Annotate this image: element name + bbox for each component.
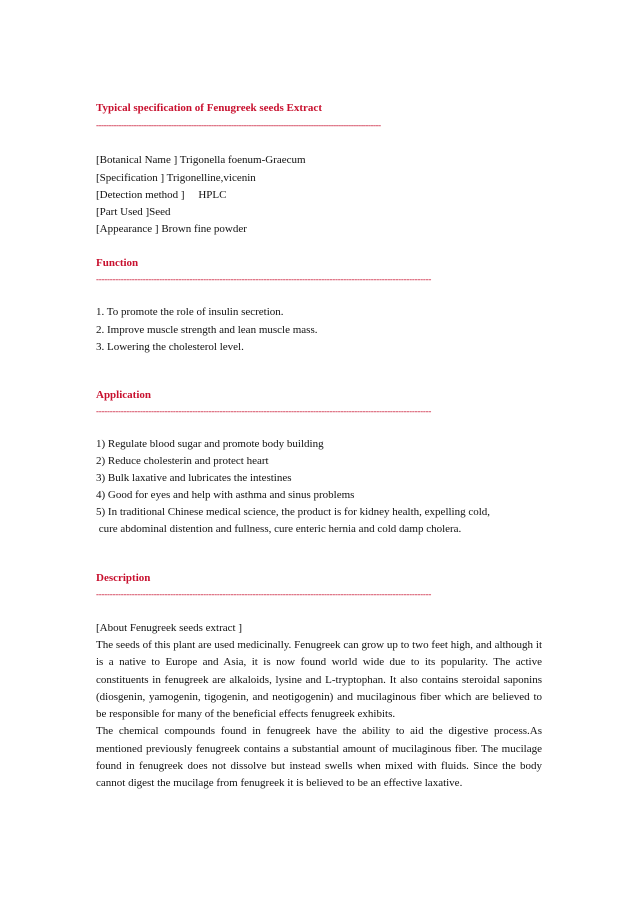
application-item: 3) Bulk laxative and lubricates the intestines: [96, 472, 292, 484]
application-divider: --------------------------------------------------------------------------------------------------------------------------: [96, 406, 432, 416]
spec-botanical-name: [Botanical Name ] Trigonella foenum-Graecum: [96, 154, 306, 166]
application-item: 2) Reduce cholesterin and protect heart: [96, 455, 269, 467]
description-paragraph-2: The chemical compounds found in fenugreek have the ability to aid the digestive process.As mentioned previously fenugreek contains a substantial amount of mucilaginous fiber. The mucilage found in fenugreek does not dissolve but instead swells when mixed with fluids. Since the body cannot digest the mucilage from fenugreek it is believed to be an effective laxative.: [96, 725, 542, 790]
document-title: Typical specification of Fenugreek seeds Extract: [96, 102, 322, 114]
function-item: 3. Lowering the cholesterol level.: [96, 341, 244, 353]
application-item: 1) Regulate blood sugar and promote body building: [96, 438, 324, 450]
description-paragraph-1: The seeds of this plant are used medicinally. Fenugreek can grow up to two feet high, and although it is a native to Europe and Asia, it is now found world wide due to its popularity. The active constituents in fenugreek are alkaloids, lysine and L-tryptophan. It also contains steroidal saponins (diosgenin, yamogenin, tigogenin, and neotigogenin) and mucilaginous fiber which are believed to be responsible for many of the beneficial effects fenugreek exhibits.: [96, 639, 542, 721]
description-divider: --------------------------------------------------------------------------------------------------------------------------: [96, 589, 432, 599]
spec-appearance: [Appearance ] Brown fine powder: [96, 223, 247, 235]
function-divider: --------------------------------------------------------------------------------------------------------------------------: [96, 274, 432, 284]
spec-part-used: [Part Used ]Seed: [96, 206, 171, 218]
function-heading: Function: [96, 257, 139, 269]
function-item: 1. To promote the role of insulin secretion.: [96, 306, 284, 318]
description-body: [96, 637, 542, 793]
title-divider: ------------------------------------------------------------------------------------------------------------------: [96, 120, 381, 130]
application-item-continuation: cure abdominal distention and fullness, cure enteric hernia and cold damp cholera.: [96, 523, 462, 535]
function-item: 2. Improve muscle strength and lean muscle mass.: [96, 324, 318, 336]
application-heading: Application: [96, 389, 152, 401]
description-heading: Description: [96, 572, 151, 584]
spec-specification: [Specification ] Trigonelline,vicenin: [96, 172, 256, 184]
about-label: [About Fenugreek seeds extract ]: [96, 622, 243, 634]
application-item: 4) Good for eyes and help with asthma and sinus problems: [96, 489, 355, 501]
application-item: 5) In traditional Chinese medical science, the product is for kidney health, expelling cold,: [96, 506, 491, 518]
spec-detection-method: [Detection method ] HPLC: [96, 189, 227, 201]
